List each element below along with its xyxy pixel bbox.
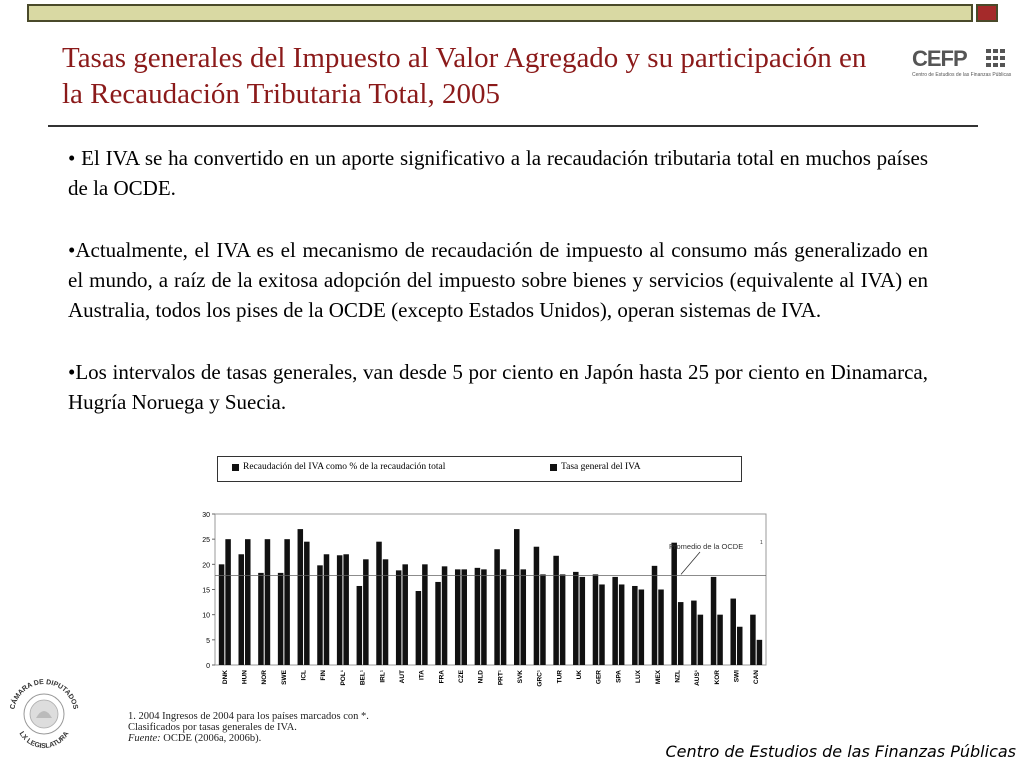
bullet-2: •Actualmente, el IVA es el mecanismo de recaudación de impuesto al consumo más generalizado en el mundo, a raíz de la exitosa adopción del impuesto sobre bienes y servicios (equivalente al IVA) en Australia, todos los pises de la OCDE (excepto Estados Unidos), operan sistemas de IVA.: [68, 238, 928, 322]
bar-series-2: [284, 539, 290, 665]
bar-series-2: [225, 539, 231, 665]
x-tick-label: ITA: [418, 670, 426, 680]
x-tick-label: GRC¹: [536, 670, 544, 687]
slide-title: Tasas generales del Impuesto al Valor Agregado y su participación en la Recaudación Tributaria Total, 2005: [62, 42, 867, 110]
top-decorative-square: [976, 4, 998, 22]
oecd-average-label-sup: 1: [760, 540, 763, 546]
bar-series-1: [317, 565, 323, 665]
bar-series-1: [534, 547, 540, 665]
chart-footnotes: [128, 711, 369, 744]
y-tick-label: 0: [206, 663, 210, 670]
x-tick-label: SVK: [517, 670, 525, 684]
legend-label-1: Recaudación del IVA como % de la recaudación total: [243, 462, 446, 472]
x-tick-label: CZE: [457, 670, 465, 683]
bar-series-1: [219, 564, 225, 665]
bar-series-2: [540, 574, 546, 665]
bar-series-1: [750, 615, 756, 665]
x-tick-label: SPA: [615, 670, 623, 683]
y-tick-label: 25: [202, 537, 210, 545]
bar-series-2: [422, 564, 428, 665]
bar-series-2: [324, 554, 330, 665]
footnote-source: [128, 733, 369, 744]
x-tick-label: MEX: [654, 670, 662, 685]
x-tick-label: LUX: [635, 670, 643, 683]
bar-series-2: [461, 569, 467, 665]
x-tick-label: DNK: [221, 670, 229, 685]
bar-series-2: [481, 569, 487, 665]
bar-series-1: [416, 591, 422, 665]
x-tick-label: NOR: [261, 670, 269, 685]
y-tick-label: 5: [206, 637, 210, 645]
x-tick-label: ICL: [300, 670, 308, 681]
bar-series-1: [573, 572, 579, 665]
bar-series-1: [475, 568, 481, 665]
bar-series-2: [658, 590, 664, 666]
bullet-1: • El IVA se ha convertido en un aporte significativo a la recaudación tributaria total en muchos países de la OCDE.: [68, 146, 928, 200]
bar-series-1: [455, 569, 461, 665]
seal-text-bottom: LX LEGISLATURA: [17, 730, 71, 751]
bar-series-1: [691, 601, 697, 665]
logo-subtitle: Centro de Estudios de las Finanzas Públicas: [912, 72, 1012, 78]
seal-text-top: CÁMARA DE DIPUTADOS: [9, 678, 79, 711]
bar-series-2: [717, 615, 723, 665]
bar-series-1: [593, 574, 599, 665]
bar-series-2: [639, 590, 645, 666]
bar-series-1: [337, 555, 343, 665]
bar-series-2: [737, 627, 743, 665]
logo-text: CEFP: [912, 46, 967, 71]
x-tick-label: NLD: [477, 670, 485, 684]
x-tick-label: FRA: [438, 670, 446, 684]
oecd-average-label: Promedio de la OCDE: [669, 542, 744, 551]
x-tick-label: GER: [595, 670, 603, 685]
x-tick-label: TUR: [556, 670, 564, 684]
bullet-3: •Los intervalos de tasas generales, van desde 5 por ciento en Japón hasta 25 por ciento en Dinamarca, Hugría Noruega y Suecia.: [68, 360, 928, 414]
footer-org-name: Centro de Estudios de las Finanzas Públicas: [665, 742, 1016, 761]
bar-series-1: [671, 543, 677, 665]
bar-series-2: [304, 542, 310, 665]
bar-series-1: [239, 554, 245, 665]
x-tick-label: FIN: [320, 670, 328, 681]
bar-series-2: [560, 574, 566, 665]
bar-series-2: [619, 584, 625, 665]
bullet-list: [68, 143, 928, 449]
x-tick-label: SWI: [733, 670, 741, 683]
bar-series-1: [278, 573, 284, 665]
legend-label-2: Tasa general del IVA: [561, 462, 641, 472]
x-tick-label: SWE: [280, 670, 288, 685]
x-tick-label: IRL¹: [379, 670, 387, 683]
bar-series-2: [245, 539, 251, 665]
bar-series-2: [265, 539, 271, 665]
bar-series-1: [376, 542, 382, 665]
x-tick-label: AUT: [398, 670, 406, 684]
bar-series-2: [501, 569, 507, 665]
x-tick-label: CAN: [753, 670, 761, 685]
chart-plot: [195, 455, 775, 700]
svg-text:LX LEGISLATURA: [18, 731, 71, 750]
footnote-line-2: Clasificados por tasas generales de IVA.: [128, 722, 297, 733]
x-tick-label: POL¹: [339, 670, 347, 686]
bar-series-1: [258, 573, 264, 665]
bar-series-2: [442, 566, 448, 665]
x-tick-label: HUN: [241, 670, 249, 685]
bar-series-1: [494, 549, 500, 665]
bar-series-1: [632, 586, 638, 665]
bar-series-1: [396, 570, 402, 665]
bar-series-2: [343, 554, 349, 665]
oecd-average-pointer: [681, 552, 700, 574]
source-label: Fuente:: [128, 733, 161, 744]
bar-series-2: [757, 640, 763, 665]
top-decorative-bar: [27, 4, 973, 22]
x-tick-label: BEL¹: [359, 670, 367, 686]
bar-series-1: [652, 566, 658, 665]
x-tick-label: UK: [576, 670, 584, 680]
bar-series-1: [730, 599, 736, 665]
y-tick-label: 15: [202, 587, 210, 595]
bar-series-2: [599, 584, 605, 665]
x-tick-label: AUS¹: [694, 670, 702, 686]
vat-chart: [195, 455, 775, 700]
bar-series-2: [678, 602, 684, 665]
x-tick-label: NZL: [674, 670, 682, 683]
bar-series-1: [612, 577, 618, 665]
bar-series-1: [298, 529, 304, 665]
bar-series-2: [402, 564, 408, 665]
source-text: OCDE (2006a, 2006b).: [160, 733, 262, 744]
cefp-logo: [912, 46, 1012, 82]
bar-series-1: [514, 529, 520, 665]
x-tick-label: KOR: [713, 670, 721, 685]
title-divider: [48, 125, 978, 127]
bar-series-2: [580, 577, 586, 665]
footnote-line-1: 1. 2004 Ingresos de 2004 para los países marcados con *.: [128, 711, 369, 722]
camara-diputados-seal: [2, 672, 86, 756]
bar-series-1: [553, 556, 559, 665]
y-tick-label: 10: [202, 612, 210, 620]
bar-series-1: [357, 586, 363, 665]
x-tick-label: PRT¹: [497, 670, 505, 686]
logo-grid-icon: [986, 49, 1006, 67]
bar-series-2: [698, 615, 704, 665]
bar-series-1: [711, 577, 717, 665]
bar-series-2: [521, 569, 527, 665]
y-tick-label: 30: [202, 512, 210, 519]
y-tick-label: 20: [202, 562, 210, 570]
bar-series-1: [435, 582, 441, 665]
